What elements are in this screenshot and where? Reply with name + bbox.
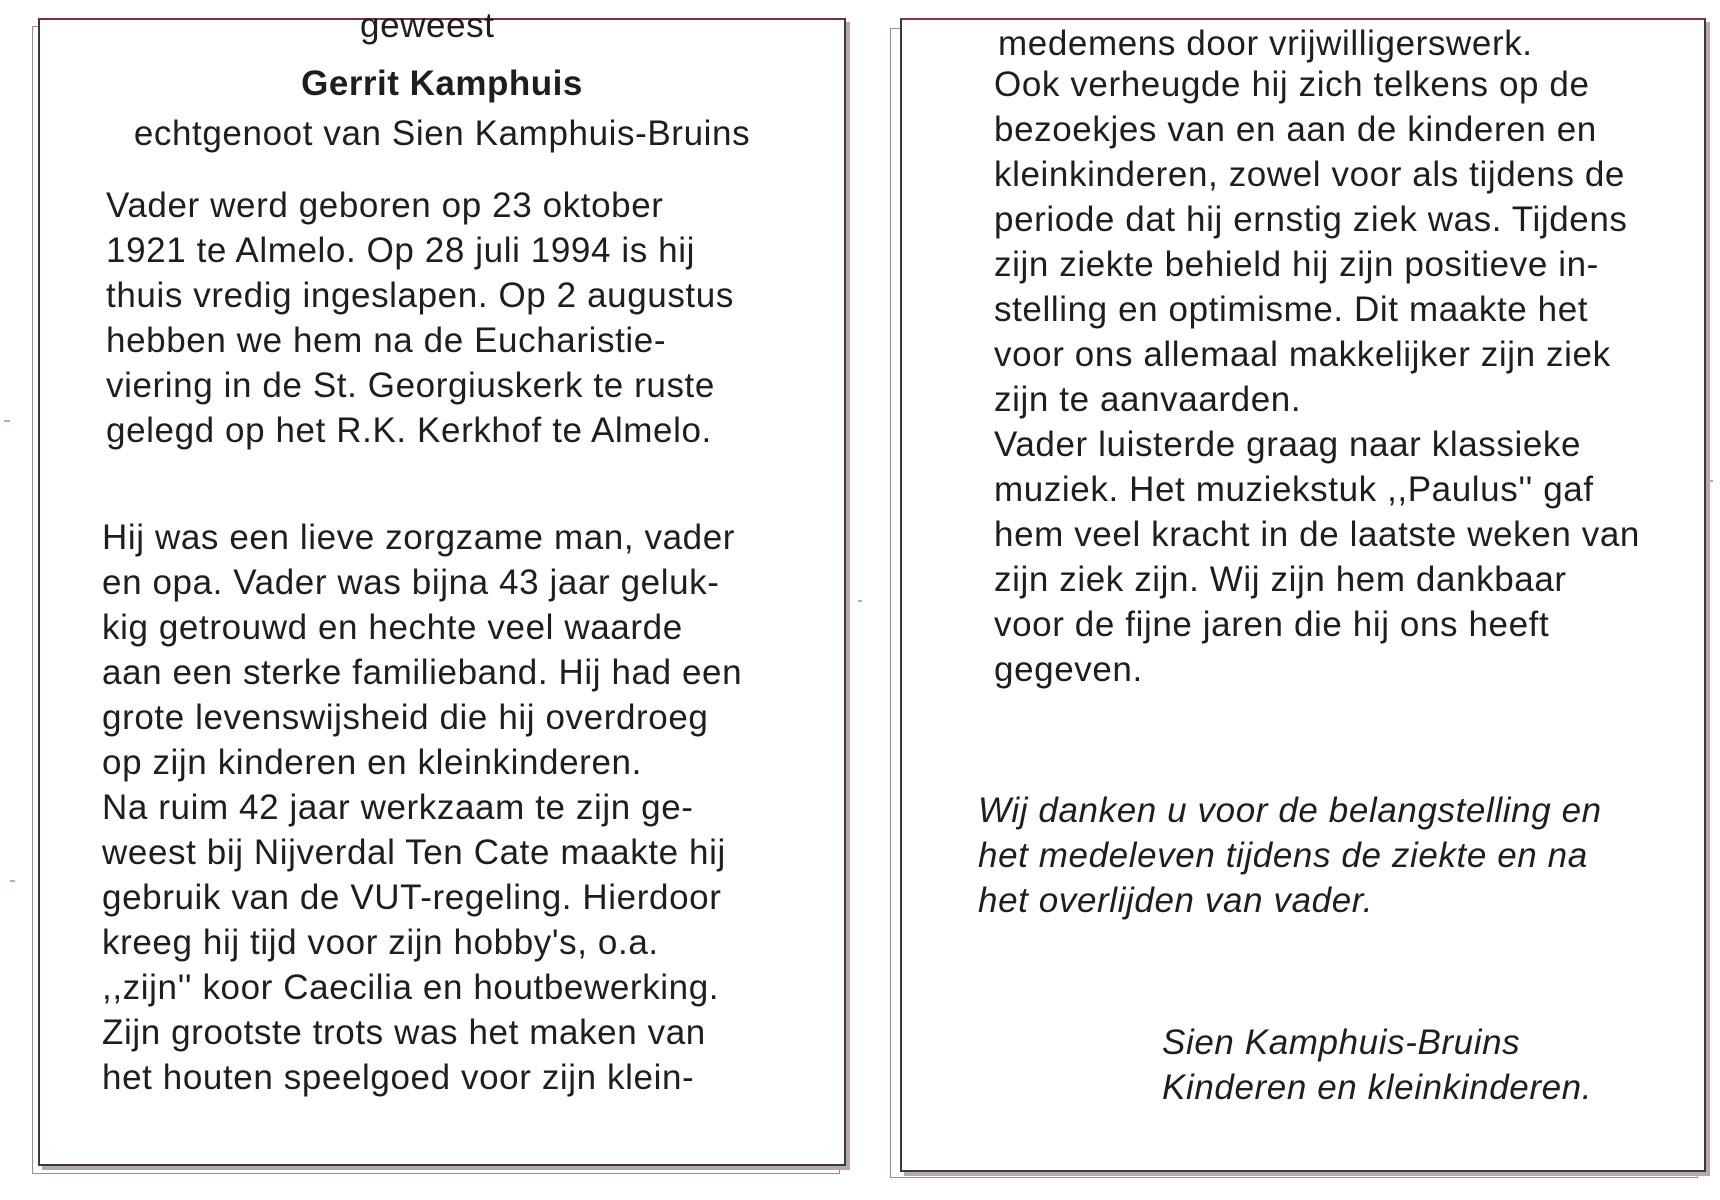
deceased-name: Gerrit Kamphuis [301, 64, 583, 103]
left-paragraph-life: Hij was een lieve zorgzame man, vader en opa. Vader was bijna 43 jaar geluk- kig getrouwd en hechte veel waarde aan een sterke familieband. Hij had een grote levenswijsheid die hij overdroeg op zijn kinderen en kleinkinderen. Na ruim 42 jaar werkzaam te zijn ge- weest bij Nijverdal Ten Cate maakte hij gebruik van de VUT-regeling. Hierdoor kreeg hij tijd voor zijn hobby's, o.a. ,,zijn'' koor Caecilia en houtbewerking. Zijn grootste trots was het maken van het houten speelgoed voor zijn klein- [102, 518, 743, 1097]
left-paragraph-birth-death: Vader werd geboren op 23 oktober 1921 te Almelo. Op 28 juli 1994 is hij thuis vredig ingeslapen. Op 2 augustus hebben we hem na de Eucharistie- viering in de St. Georgiuskerk te ruste gelegd op het R.K. Kerkhof te Almelo. [106, 186, 734, 450]
scan-mark [858, 600, 862, 602]
scan-mark [10, 880, 15, 882]
signature: Sien Kamphuis-Bruins Kinderen en kleinkinderen. [1162, 1023, 1593, 1107]
thanks-message: Wij danken u voor de belangstelling en het medeleven tijdens de ziekte en na het overlijden van vader. [978, 791, 1602, 920]
scan-mark [4, 420, 10, 422]
left-card-cut-top-line: geweest [360, 6, 495, 45]
scan-mark [1708, 480, 1713, 482]
right-paragraph-family-music: Ook verheugde hij zich telkens op de bezoekjes van en aan de kinderen en kleinkinderen, zowel voor als tijdens de periode dat hij ernstig ziek was. Tijdens zijn ziekte behield hij zijn positieve in- stelling en optimisme. Dit maakte het voor ons allemaal makkelijker zijn ziek zijn te aanvaarden. Vader luisterde graag naar klassieke muziek. Het muziekstuk ,,Paulus'' gaf hem veel kracht in de laatste weken van zijn ziek zijn. Wij zijn hem dankbaar voor de fijne jaren die hij ons heeft gegeven. [994, 65, 1640, 689]
spouse-line: echtgenoot van Sien Kamphuis-Bruins [133, 114, 751, 153]
memorial-card-left [38, 6, 846, 1166]
memorial-card-right [900, 18, 1706, 1172]
right-card-cut-top-line: medemens door vrijwilligerswerk. [998, 24, 1533, 63]
